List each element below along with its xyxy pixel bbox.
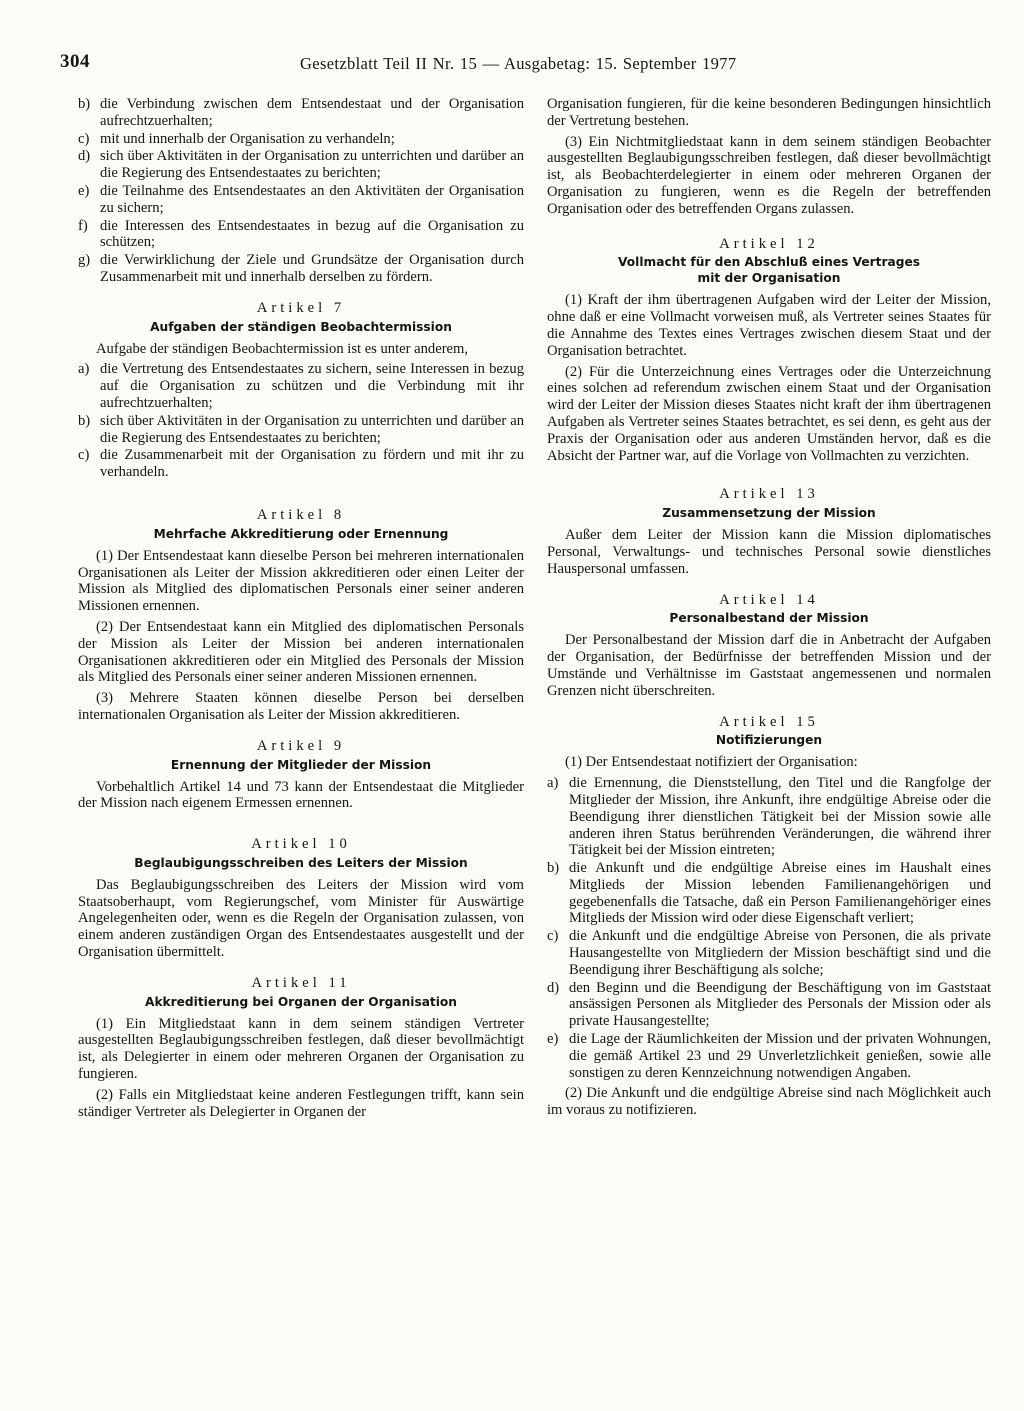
article-15-paragraph-2: (2) Die Ankunft und die endgültige Abreise sind nach Möglichkeit auch im voraus zu notifizieren. [547, 1085, 991, 1119]
article-12-paragraph-2: (2) Für die Unterzeichnung eines Vertrages oder die Unterzeichnung eines solchen ad referendum zwischen einem Staat und der Organisation wird der Leiter der Mission dieses Staates nicht kraft der ihm übertragenen Aufgaben als Vertreter seines Staates betrachtet, es sei denn, es geht aus der Praxis der Organisation oder aus anderen Umständen hervor, daß es die Absicht der Partner war, auf die Vorlage von Vollmachten zu verzichten. [547, 363, 991, 464]
list-item: d) den Beginn und die Beendigung der Beschäftigung von im Gaststaat ansässigen Personen als Mitglieder des Personals der Mission oder als private Hausangestellte; [547, 979, 991, 1030]
article-12-title-line-2: mit der Organisation [697, 271, 841, 286]
article-15-number: Artikel 15 [719, 713, 819, 730]
article-15-title: Notifizierungen [715, 733, 823, 748]
article-11-paragraph-3: (3) Ein Nichtmitgliedstaat kann in dem seinem ständigen Beobachter ausgestellten Beglaubigungsschreiben festlegen, daß dieser bevollmächtigt ist, als Beobachterdelegierter in einem oder mehreren Organen der Organisation zu fungieren, wenn es die Regeln der betreffenden Organisation oder des betreffenden Organs zulassen. [547, 133, 991, 217]
list-item: d) sich über Aktivitäten in der Organisation zu unterrichten und darüber an die Regierung des Entsendestaates zu berichten; [78, 148, 524, 182]
list-item: c) die Ankunft und die endgültige Abreise von Personen, die als private Hausangestellte von Mitgliedern der Mission beschäftigt sind und die Beendigung ihrer Beschäftigung als solche; [547, 928, 991, 978]
article-13-paragraph-1: Außer dem Leiter der Mission kann die Mission diplomatisches Personal, Verwaltungs- und technisches Personal sowie dienstliches Hauspersonal umfassen. [547, 527, 991, 577]
article-11-number: Artikel 11 [251, 974, 351, 991]
list-item: a) die Vertretung des Entsendestaates zu sichern, seine Interessen in bezug auf die Organisation zu schützen und die Verbindung mit ihr aufrechtzuerhalten; [78, 361, 524, 411]
article-8-number: Artikel 8 [256, 506, 346, 523]
article-10-title: Beglaubigungsschreiben des Leiters der Mission [134, 855, 468, 870]
article-11-title: Akkreditierung bei Organen der Organisation [145, 994, 457, 1009]
list-item: c) mit und innerhalb der Organisation zu verhandeln; [78, 130, 395, 147]
list-item: b) die Verbindung zwischen dem Entsendestaat und der Organisation aufrechtzuerhalten; [78, 96, 524, 129]
list-item: a) die Ernennung, die Dienststellung, den Titel und die Rangfolge der Mitglieder der Mission, ihre Ankunft, ihre endgültige Abreise oder die Beendigung ihrer dienstlichen Tätigkeit bei der Mission sowie alle anderen ihren Status berührenden Veränderungen, die während ihrer Tätigkeit bei der Mission eintreten; [547, 775, 991, 859]
article-10-number: Artikel 10 [251, 836, 351, 853]
article-8-paragraph-1: (1) Der Entsendestaat kann dieselbe Person bei mehreren internationalen Organisationen als Leiter der Mission akkreditieren oder einen Leiter der Mission als Mitglied des diplomatischen Personals einer seiner anderen Missionen ernennen. [78, 547, 524, 615]
article-13-title: Zusammensetzung der Mission [662, 506, 876, 521]
article-11-paragraph-1: (1) Ein Mitgliedstaat kann in dem seinem ständigen Vertreter ausgestellten Beglaubigungsschreiben festlegen, daß dieser bevollmächtigt ist, als Delegierter in einem oder mehreren Organen der Organisation zu fungieren. [78, 1015, 524, 1083]
running-title: Gesetzblatt Teil II Nr. 15 — Ausgabetag: 15. September 1977 [300, 54, 737, 73]
article-13-number: Artikel 13 [719, 486, 819, 503]
article-7-number: Artikel 7 [256, 299, 346, 316]
article-7-intro: Aufgabe der ständigen Beobachtermission ist es unter anderem, [96, 340, 469, 357]
list-item: g) die Verwirklichung der Ziele und Grundsätze der Organisation durch Zusammenarbeit mit und innerhalb derselben zu fördern. [78, 252, 524, 285]
article-9-title: Ernennung der Mitglieder der Mission [170, 757, 432, 772]
article-9-paragraph-1: Vorbehaltlich Artikel 14 und 73 kann der Entsendestaat die Mitglieder der Mission nach eigenem Ermessen ernennen. [78, 778, 524, 812]
list-item: e) die Lage der Räumlichkeiten der Mission und der privaten Wohnungen, die gemäß Artikel 23 und 29 Unverletzlichkeit genießen, sowie alle sonstigen zu deren Kennzeichnung notwendigen Angaben. [547, 1031, 991, 1081]
article-12-number: Artikel 12 [719, 235, 819, 252]
article-7-title: Aufgaben der ständigen Beobachtermission [150, 319, 452, 334]
article-8-title: Mehrfache Akkreditierung oder Ernennung [153, 526, 449, 541]
article-8-paragraph-3: (3) Mehrere Staaten können dieselbe Person bei derselben internationalen Organisation als Leiter der Mission akkreditieren. [78, 690, 524, 723]
article-12-paragraph-1: (1) Kraft der ihm übertragenen Aufgaben wird der Leiter der Mission, ohne daß er eine Vollmacht vorweisen muß, als Vertreter seines Staates für die Annahme des Textes eines Vertrages zwischen diesem Staat und der Organisation betrachtet. [547, 292, 991, 359]
article-12-title: Vollmacht für den Abschluß eines Vertrages [618, 255, 920, 270]
list-item: f) die Interessen des Entsendestaates in bezug auf die Organisation zu schützen; [78, 217, 524, 251]
article-10-paragraph-1: Das Beglaubigungsschreiben des Leiters der Mission wird vom Staatsoberhaupt, vom Regierungschef, vom Minister für Auswärtige Angelegenheiten oder, wenn es die Regeln der Organisation zulassen, von einem anderen zuständigen Organ des Entsendestaates ausgestellt und der Organisation übermittelt. [78, 876, 524, 961]
list-item: e) die Teilnahme des Entsendestaates an den Aktivitäten der Organisation zu sichern; [78, 182, 524, 216]
article-11-continuation: Organisation fungieren, für die keine besonderen Bedingungen hinsichtlich der Vertretung bestehen. [547, 96, 991, 129]
list-item: c) die Zusammenarbeit mit der Organisation zu fördern und mit ihr zu verhandeln. [78, 447, 524, 481]
article-9-number: Artikel 9 [256, 737, 346, 754]
article-14-paragraph-1: Der Personalbestand der Mission darf die in Anbetracht der Aufgaben der Organisation, der Bedürfnisse der betreffenden Mission und der Umstände und Verhältnisse im Gaststaat angemessenen und normalen Grenzen nicht überschreiten. [547, 632, 991, 699]
article-14-number: Artikel 14 [719, 591, 819, 608]
article-11-paragraph-2: (2) Falls ein Mitgliedstaat keine anderen Festlegungen trifft, kann sein ständiger Vertreter als Delegierter in Organen der [78, 1086, 524, 1120]
article-14-title: Personalbestand der Mission [669, 611, 869, 626]
list-item: b) sich über Aktivitäten in der Organisation zu unterrichten und darüber an die Regierung des Entsendestaates zu berichten; [78, 412, 524, 446]
list-item: b) die Ankunft und die endgültige Abreise eines im Haushalt eines Mitglieds der Mission lebenden Familienangehörigen und gegebenenfalls die Tatsache, daß ein Person Familienangehöriger eines Mitglieds der Mission wird oder diese Eigenschaft verliert; [547, 860, 991, 927]
page-number: 304 [60, 51, 90, 72]
article-8-paragraph-2: (2) Der Entsendestaat kann ein Mitglied des diplomatischen Personals der Mission als Leiter der Mission bei anderen internationalen Organisationen akkreditieren oder ein Mitglied des Personals der Mission als Mitglied des Personals einer seiner anderen Missionen ernennen. [78, 618, 524, 686]
article-15-intro: (1) Der Entsendestaat notifiziert der Organisation: [565, 754, 858, 771]
right-column [547, 96, 991, 1123]
left-column [78, 96, 524, 1124]
